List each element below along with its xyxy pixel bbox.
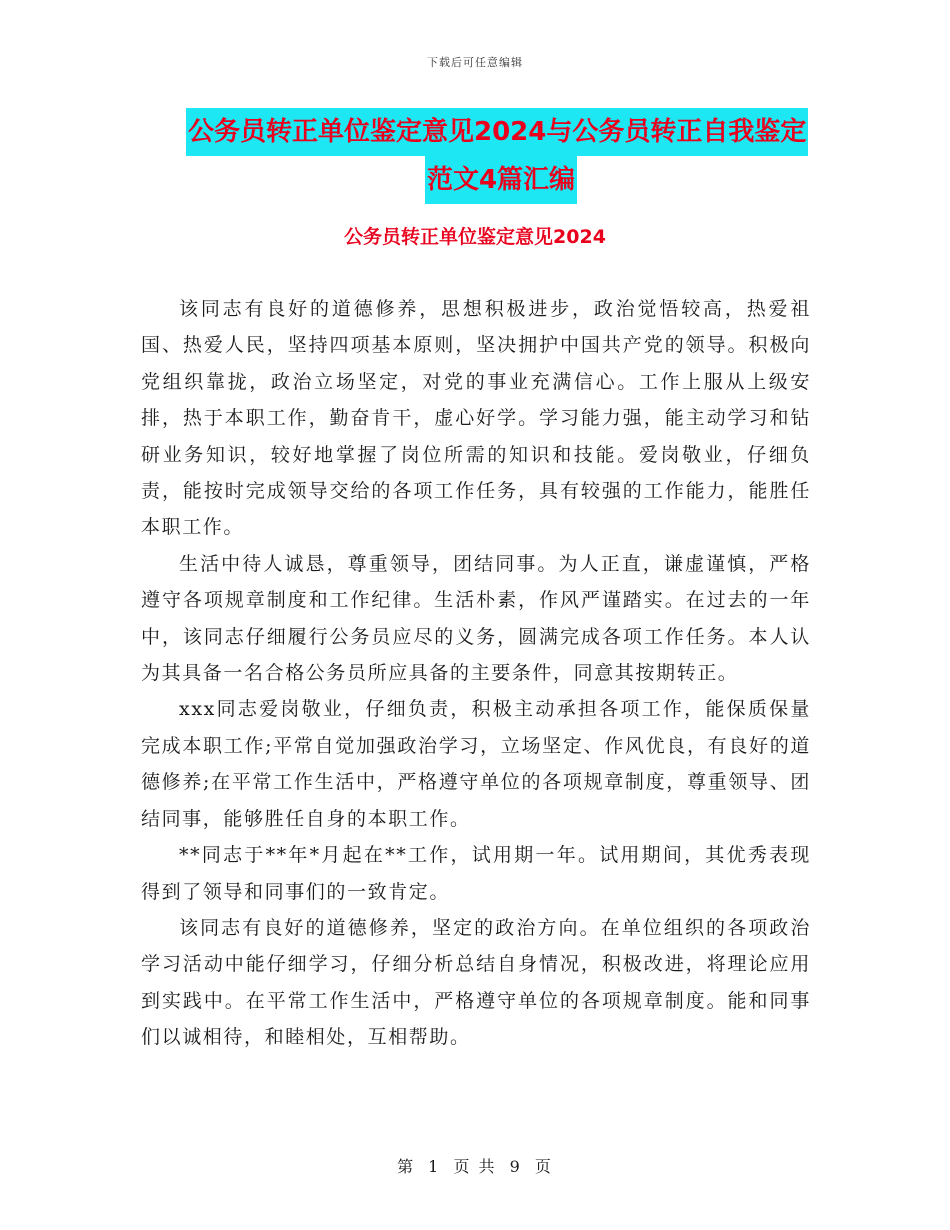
document-title <box>186 108 816 204</box>
footer-prefix: 第 <box>397 1157 416 1176</box>
footer-suffix: 页 <box>534 1157 553 1176</box>
title-line-2: 范文4篇汇编 <box>425 156 577 204</box>
section-heading: 公务员转正单位鉴定意见2024 <box>344 226 606 248</box>
paragraph: 生活中待人诚恳，尊重领导，团结同事。为人正直，谦虚谨慎，严格遵守各项规章制度和工作纪律。生活朴素，作风严谨踏实。在过去的一年中，该同志仔细履行公务员应尽的义务，圆满完成各项工作任务。本人认为其具备一名合格公务员所应具备的主要条件，同意其按期转正。 <box>141 552 811 685</box>
document-body <box>141 291 811 1056</box>
page-total: 9 <box>509 1157 522 1176</box>
paragraph: 该同志有良好的道德修养，思想积极进步，政治觉悟较高，热爱祖国、热爱人民，坚持四项基本原则，坚决拥护中国共产党的领导。积极向党组织靠拢，政治立场坚定，对党的事业充满信心。工作上服从上级安排，热于本职工作，勤奋肯干，虚心好学。学习能力强，能主动学习和钻研业务知识，较好地掌握了岗位所需的知识和技能。爱岗敬业，仔细负责，能按时完成领导交给的各项工作任务，具有较强的工作能力，能胜任本职工作。 <box>141 298 811 539</box>
paragraph: **同志于**年*月起在**工作，试用期一年。试用期间，其优秀表现得到了领导和同事们的一致肯定。 <box>141 844 811 903</box>
title-line-1: 公务员转正单位鉴定意见2024与公务员转正自我鉴定 <box>186 108 808 156</box>
paragraph: xxx同志爱岗敬业，仔细负责，积极主动承担各项工作，能保质保量完成本职工作;平常自觉加强政治学习，立场坚定、作风优良，有良好的道德修养;在平常工作生活中，严格遵守单位的各项规章制度，尊重领导、团结同事，能够胜任自身的本职工作。 <box>141 698 811 830</box>
page-footer <box>0 1154 950 1177</box>
paragraph: 该同志有良好的道德修养，坚定的政治方向。在单位组织的各项政治学习活动中能仔细学习，仔细分析总结自身情况，积极改进，将理论应用到实践中。在平常工作生活中，严格遵守单位的各项规章制度。能和同事们以诚相待，和睦相处，互相帮助。 <box>141 916 811 1049</box>
footer-mid: 页 共 <box>453 1157 497 1176</box>
page-number: 1 <box>428 1157 441 1176</box>
header-note: 下载后可任意编辑 <box>427 56 523 69</box>
